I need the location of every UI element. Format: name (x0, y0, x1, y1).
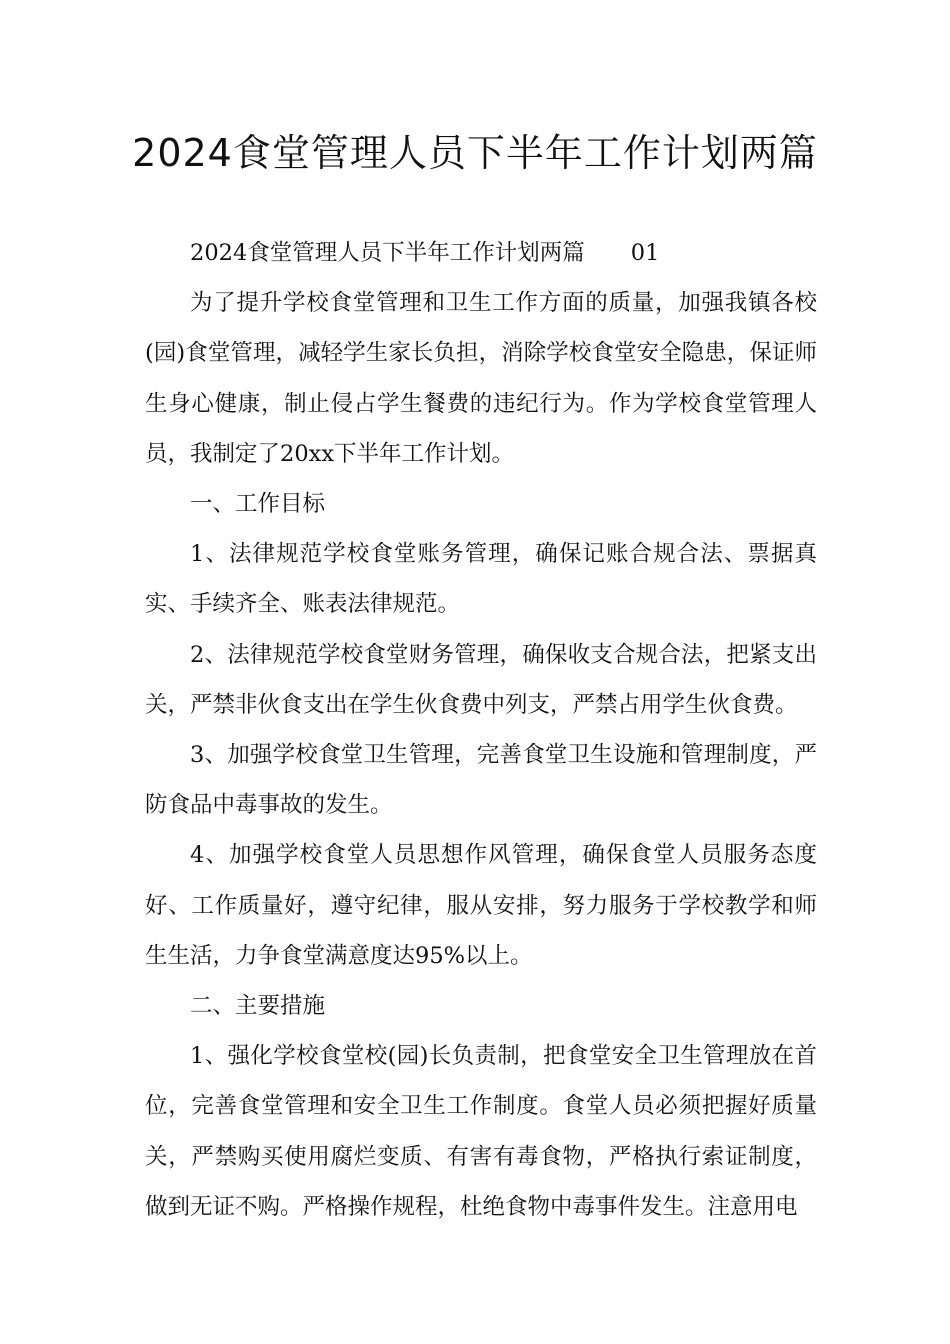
document-title: 2024食堂管理人员下半年工作计划两篇 (132, 131, 818, 175)
paragraph-intro: 为了提升学校食堂管理和卫生工作方面的质量，加强我镇各校(园)食堂管理，减轻学生家长负担，消除学校食堂安全隐患，保证师生身心健康，制止侵占学生餐费的违纪行为。作为学校食堂管理人员，我制定了20xx下半年工作计划。 (145, 290, 817, 467)
heading-main-measures: 二、主要措施 (190, 993, 326, 1020)
subtitle-text: 2024食堂管理人员下半年工作计划两篇 (190, 240, 585, 266)
section-subtitle (145, 228, 817, 278)
goal-item-3: 3、加强学校食堂卫生管理，完善食堂卫生设施和管理制度，严防食品中毒事故的发生。 (145, 742, 817, 819)
heading-work-goals: 一、工作目标 (190, 491, 326, 518)
goal-item-1: 1、法律规范学校食堂账务管理，确保记账合规合法、票据真实、手续齐全、账表法律规范。 (145, 541, 817, 618)
measure-item-1: 1、强化学校食堂校(园)长负责制，把食堂安全卫生管理放在首位，完善食堂管理和安全卫生工作制度。食堂人员必须把握好质量关，严禁购买使用腐烂变质、有害有毒食物，严格执行索证制度，做到无证不购。严格操作规程，杜绝食物中毒事件发生。注意用电 (145, 1043, 817, 1220)
document-body (145, 228, 817, 1232)
goal-item-2: 2、法律规范学校食堂财务管理，确保收支合规合法，把紧支出关，严禁非伙食支出在学生伙食费中列支，严禁占用学生伙食费。 (145, 641, 817, 718)
goal-item-4: 4、加强学校食堂人员思想作风管理，确保食堂人员服务态度好、工作质量好，遵守纪律，服从安排，努力服务于学校教学和师生生活，力争食堂满意度达95%以上。 (145, 842, 817, 969)
subtitle-number: 01 (630, 240, 660, 266)
